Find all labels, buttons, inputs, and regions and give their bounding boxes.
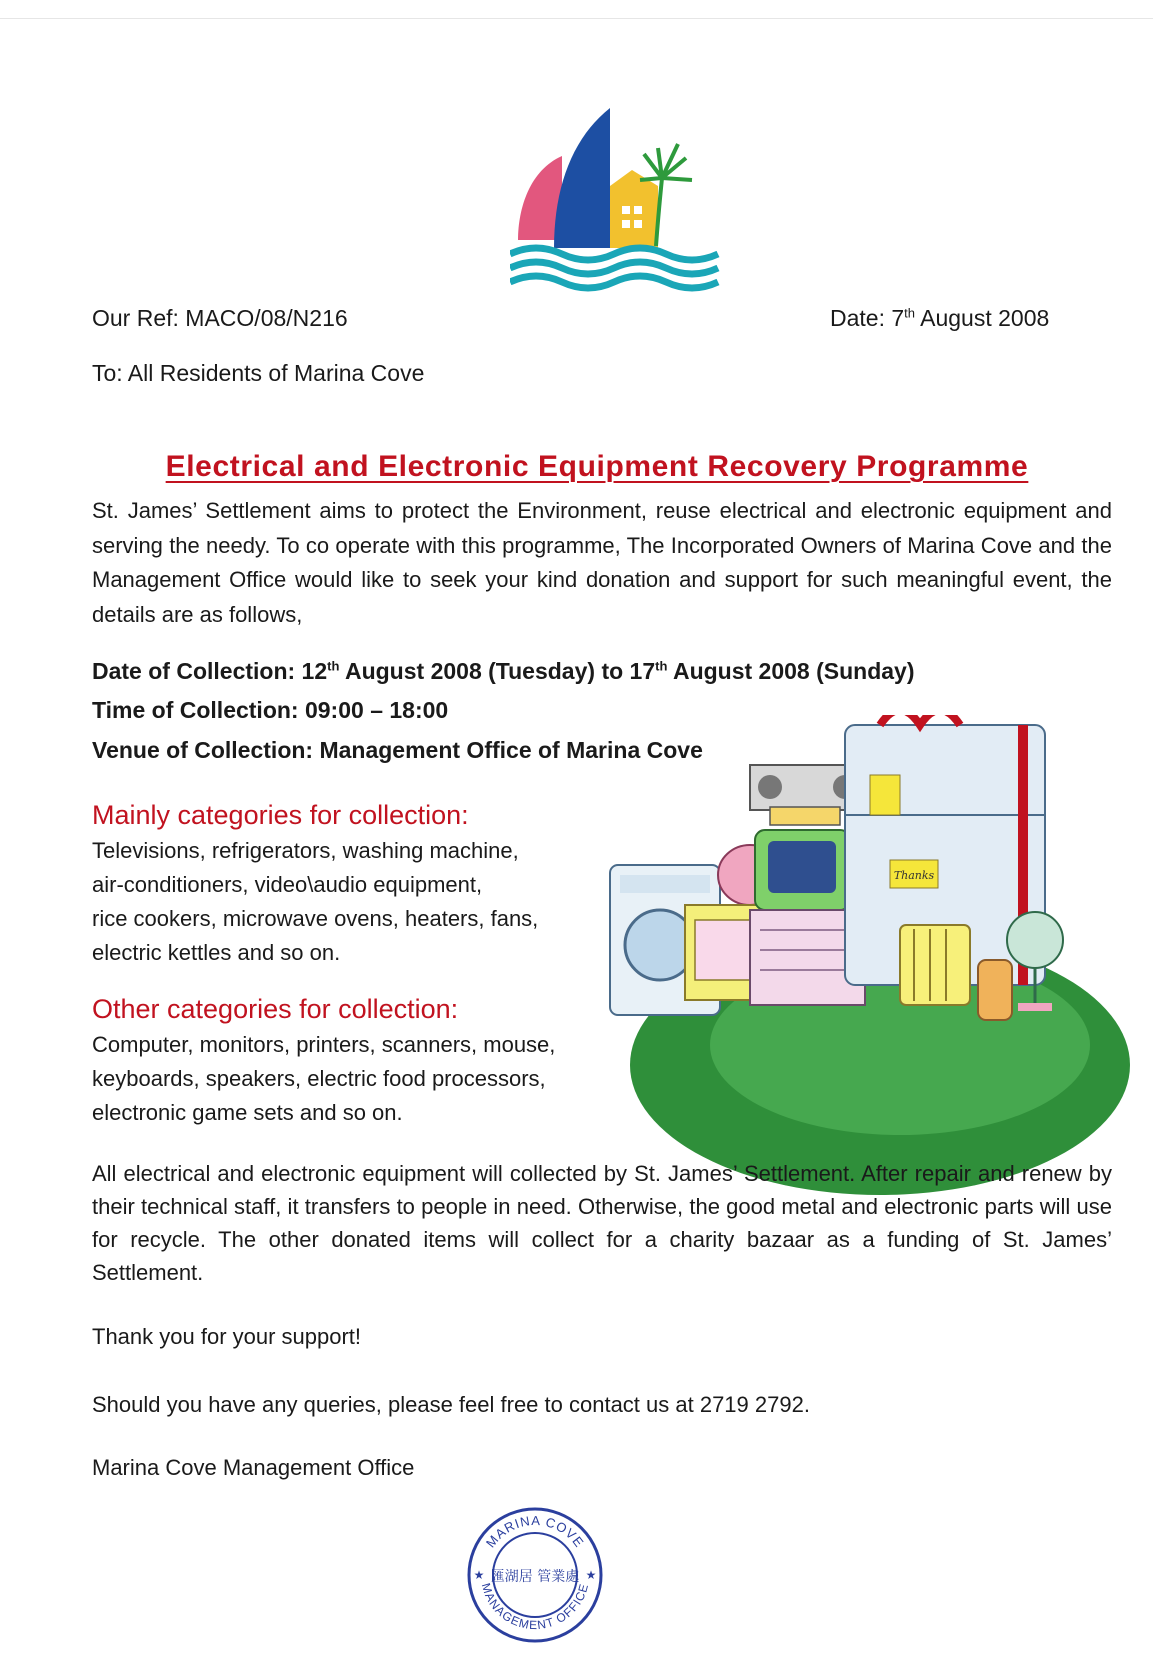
collection-time: Time of Collection: 09:00 – 18:00 <box>92 697 449 723</box>
marina-cove-logo <box>510 108 720 298</box>
svg-text:★: ★ <box>585 1568 597 1582</box>
fridge-note-text: Thanks <box>893 869 935 882</box>
main-category-line: air-conditioners, video\audio equipment, <box>92 872 483 897</box>
intro-paragraph: St. James’ Settlement aims to protect the Environment, reuse electrical and electronic equipment and serving the needy. To co operate with this programme, The Incorporated Owners of Marina Cove and the Management Office would like to seek your kind donation and support for such meaningful event, the details are as follows, <box>92 498 1112 627</box>
other-category-line: keyboards, speakers, electric food processors, <box>92 1066 546 1091</box>
main-categories-list <box>92 834 538 970</box>
contact-line: Should you have any queries, please feel free to contact us at 2719 2792. <box>92 1392 810 1417</box>
svg-text:★: ★ <box>473 1568 485 1582</box>
collection-date: Date of Collection: 12th August 2008 (Tuesday) to 17th August 2008 (Sunday) <box>92 658 915 684</box>
other-category-line: Computer, monitors, printers, scanners, mouse, <box>92 1032 556 1057</box>
stamp-center-text: 匯湖居 管業處 <box>490 1569 580 1585</box>
signature-line: Marina Cove Management Office <box>92 1455 415 1480</box>
letter-date: Date: 7th August 2008 <box>830 305 1050 331</box>
main-category-line: rice cookers, microwave ovens, heaters, fans, <box>92 906 539 931</box>
stamp-bottom-text: MANAGEMENT OFFICE <box>478 1581 592 1633</box>
main-category-line: electric kettles and so on. <box>92 940 341 965</box>
other-categories-heading: Other categories for collection: <box>92 994 459 1024</box>
collection-venue: Venue of Collection: Management Office of Marina Cove <box>92 737 703 763</box>
office-stamp <box>465 1505 605 1645</box>
reference-number: Our Ref: MACO/08/N216 <box>92 305 348 331</box>
main-categories-heading: Mainly categories for collection: <box>92 800 469 830</box>
other-categories-list <box>92 1028 555 1130</box>
appliances-illustration <box>600 715 1130 1215</box>
notice-title: Electrical and Electronic Equipment Recovery Programme <box>165 450 1029 483</box>
recipient: To: All Residents of Marina Cove <box>92 360 425 386</box>
closing-paragraph: All electrical and electronic equipment will collected by St. James’ Settlement. After repair and renew by their technical staff, it transfers to people in need. Otherwise, the good metal and electronic parts will use for recycle. The other donated items will collect for a charity bazaar as a funding of St. James’ Settlement. <box>92 1161 1112 1285</box>
thanks-line: Thank you for your support! <box>92 1324 362 1349</box>
other-category-line: electronic game sets and so on. <box>92 1100 403 1125</box>
stamp-top-text: MARINA COVE <box>482 1512 588 1551</box>
top-border-line <box>0 18 1153 19</box>
main-category-line: Televisions, refrigerators, washing machine, <box>92 838 519 863</box>
